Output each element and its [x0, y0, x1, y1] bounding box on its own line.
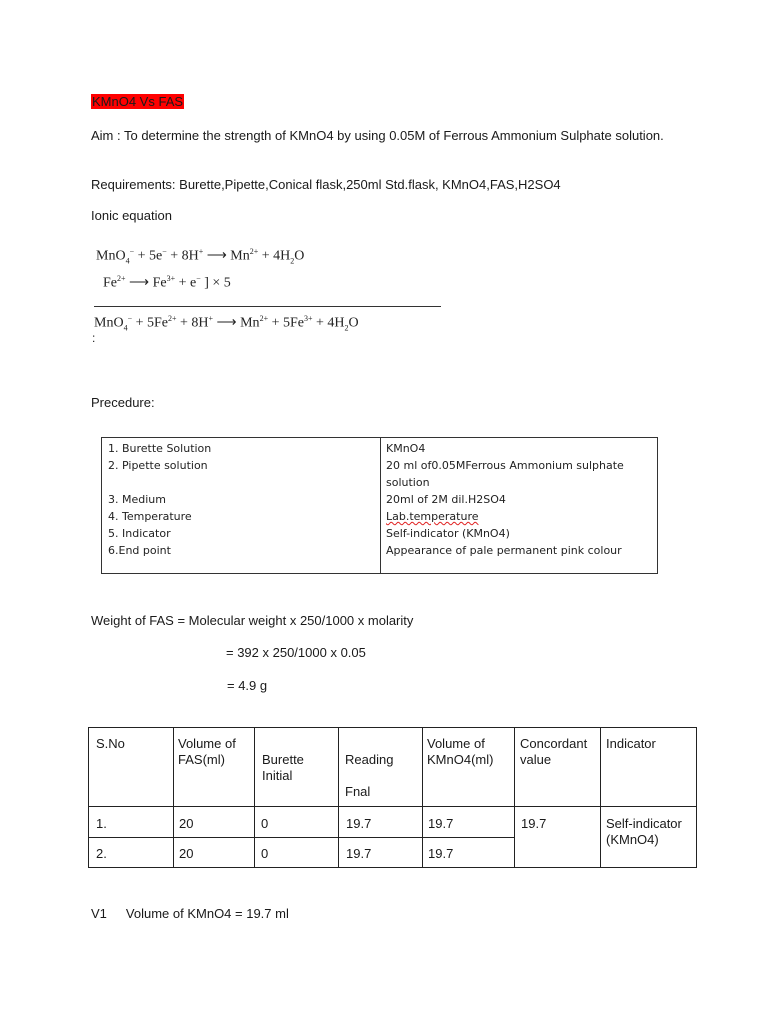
equation-colon: :	[92, 331, 96, 345]
readings-table	[88, 727, 697, 868]
procedure-heading: Precedure:	[91, 395, 155, 410]
procedure-values	[386, 440, 656, 559]
row-1-fas: 20	[179, 816, 194, 831]
row-1-kmno4: 19.7	[428, 816, 454, 831]
header-reading: Reading	[345, 752, 394, 767]
weight-formula: Weight of FAS = Molecular weight x 250/1000 x molarity	[91, 613, 414, 628]
procedure-labels	[108, 440, 378, 559]
header-concordant: Concordant value	[520, 736, 588, 767]
header-volume-kmno4: Volume of KMnO4(ml)	[427, 736, 494, 767]
procedure-value-1: KMnO4	[386, 442, 426, 455]
row-2-initial: 0	[261, 846, 269, 861]
row-2-fas: 20	[179, 846, 194, 861]
row-1-sno: 1.	[96, 816, 107, 831]
header-indicator: Indicator	[606, 736, 656, 751]
row-2-kmno4: 19.7	[428, 846, 454, 861]
weight-calculation: = 392 x 250/1000 x 0.05	[226, 645, 366, 660]
header-volume-fas: Volume of FAS(ml)	[178, 736, 236, 767]
requirements-text: Requirements: Burette,Pipette,Conical flask,250ml Std.flask, KMnO4,FAS,H2SO4	[91, 177, 561, 192]
indicator-value: Self-indicator (KMnO4)	[606, 816, 682, 847]
concordant-value: 19.7	[521, 816, 547, 831]
procedure-table	[101, 437, 658, 574]
weight-result: = 4.9 g	[227, 678, 268, 693]
result-label: V1	[91, 906, 107, 921]
header-burette-initial: Burette Initial	[262, 752, 304, 783]
row-2-sno: 2.	[96, 846, 107, 861]
procedure-label-2: 2. Pipette solution	[108, 459, 208, 472]
equation-line-3: $MnO_4^- + 5Fe^{2+} + 8H^+$ ⟶ $Mn^{2+} + 5Fe^{3+} + 4H_2O$	[94, 314, 359, 333]
procedure-label-5: 5. Indicator	[108, 527, 171, 540]
row-2-final: 19.7	[346, 846, 372, 861]
ionic-equation-heading: Ionic equation	[91, 208, 172, 223]
document-title: KMnO4 Vs FAS	[92, 94, 184, 109]
header-sno: S.No	[96, 736, 125, 751]
procedure-value-5: Self-indicator (KMnO4)	[386, 527, 510, 540]
procedure-label-1: 1. Burette Solution	[108, 442, 212, 455]
procedure-value-3: 20ml of 2M dil.H2SO4	[386, 493, 506, 506]
procedure-value-2: 20 ml of0.05MFerrous Ammonium sulphate solution	[386, 459, 624, 489]
procedure-label-3: 3. Medium	[108, 493, 166, 506]
result-text: Volume of KMnO4 = 19.7 ml	[125, 906, 289, 921]
procedure-value-4: Lab.temperature	[386, 510, 479, 523]
result-line	[91, 906, 289, 922]
equation-line-1: MnO$_4$− + 5e− + 8H+ ⟶ $Mn^{2+} + 4H_2O$	[96, 247, 305, 266]
procedure-label-4: 4. Temperature	[108, 510, 192, 523]
header-final: Fnal	[345, 784, 371, 799]
aim-text: Aim : To determine the strength of KMnO4 by using 0.05M of Ferrous Ammonium Sulphate solution.	[91, 128, 664, 143]
procedure-table-divider	[380, 438, 381, 573]
equation-line-2: $Fe^{2+}$ ⟶ $Fe^{3+} + e^-$ ] × 5	[103, 274, 231, 291]
procedure-label-6: 6.End point	[108, 544, 171, 557]
row-1-initial: 0	[261, 816, 269, 831]
row-1-final: 19.7	[346, 816, 372, 831]
equation-divider	[94, 306, 441, 307]
procedure-value-6: Appearance of pale permanent pink colour	[386, 544, 622, 557]
